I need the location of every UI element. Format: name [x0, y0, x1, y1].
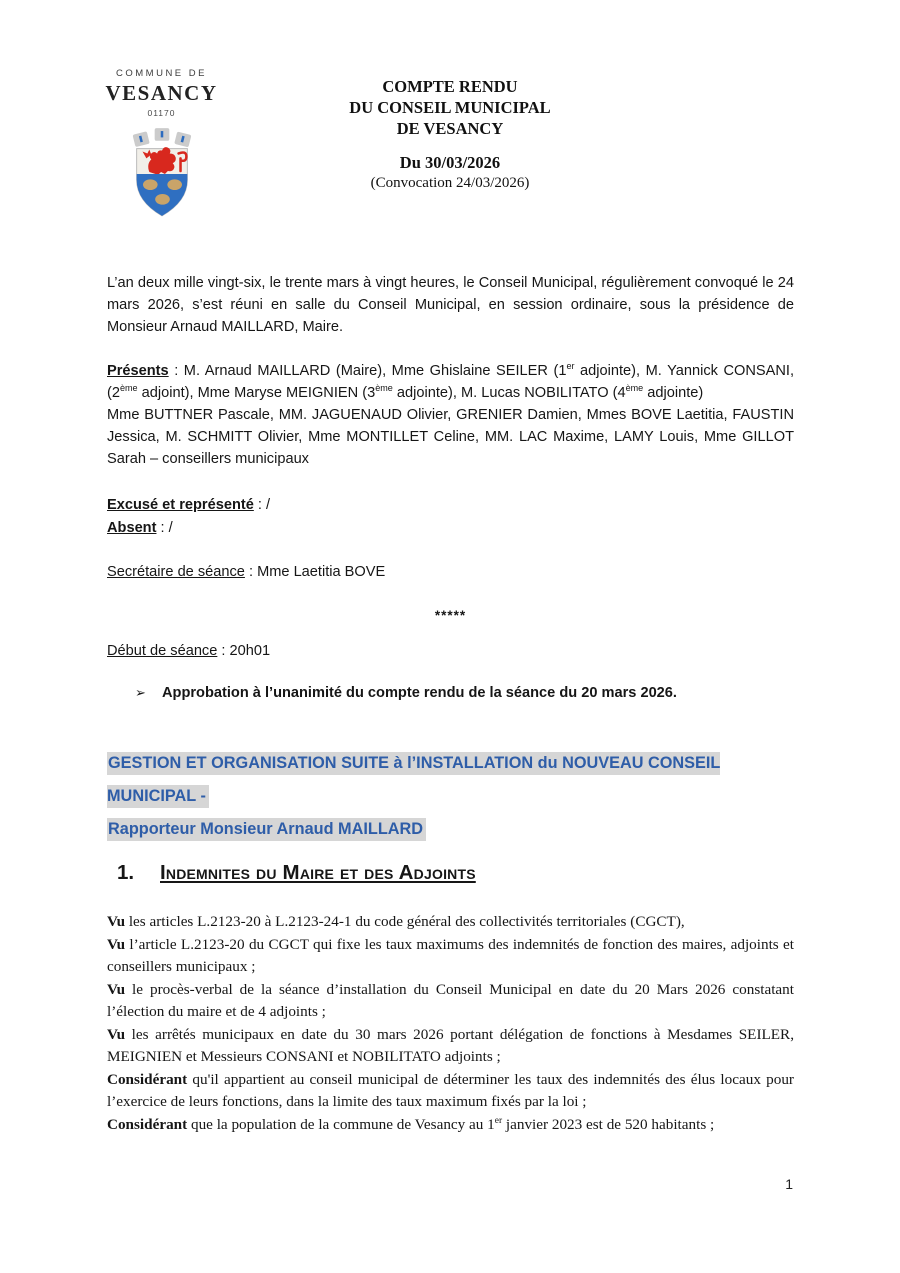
considerant-prefix: Considérant [107, 1115, 188, 1133]
ordinal-sup: er [566, 361, 575, 372]
presents-label: Présents [107, 363, 169, 379]
presents-part: adjoint), Mme Maryse MEIGNIEN (3 [137, 385, 376, 401]
considerant-text: janvier 2023 est de 520 habitants ; [502, 1115, 715, 1133]
secretary-label: Secrétaire de séance [107, 564, 245, 580]
section-1-heading [107, 861, 794, 885]
logo-commune-de-label: COMMUNE DE [116, 68, 207, 79]
considerant-paragraph [107, 1069, 794, 1114]
presents-part: M. Arnaud MAILLARD (Maire), Mme Ghislaine SEILER (1 [183, 363, 567, 379]
vu-text: le procès-verbal de la séance d’installation du Conseil Municipal en date du 20 Mars 2026 constatant l’élection du maire et de 4 adjoints ; [107, 980, 794, 1020]
considerant-text: qu'il appartient au conseil municipal de déterminer les taux des indemnités des élus locaux pour l’exercice de leurs fonctions, dans la limite des taux maximum fixés par la loi ; [107, 1070, 794, 1110]
excuse-absent-block [107, 494, 794, 540]
stars-separator: ***** [434, 608, 467, 623]
logo-vesancy-name: VESANCY [105, 81, 218, 105]
presents-adjoints-line [107, 360, 794, 404]
gestion-section-heading [107, 747, 794, 846]
logo-postal-code: 01170 [147, 108, 176, 118]
vu-prefix: Vu [107, 913, 126, 930]
gestion-heading-text-1: GESTION ET ORGANISATION SUITE à l’INSTALLATION du NOUVEAU CONSEIL MUNICIPAL - [107, 752, 720, 808]
presents-colon: : [168, 363, 184, 379]
excuse-line [107, 494, 794, 517]
ordinal-sup: er [494, 1115, 503, 1126]
coat-of-arms-icon [123, 122, 201, 222]
secretary-line [107, 561, 794, 583]
convocation-date: (Convocation 24/03/2026) [370, 175, 530, 191]
secretary-value: : Mme Laetitia BOVE [244, 564, 386, 580]
considerant-text: que la population de la commune de Vesancy au 1 [187, 1115, 495, 1133]
title-line-1: COMPTE RENDU [382, 77, 518, 96]
document-title-block [250, 76, 650, 192]
meeting-date: Du 30/03/2026 [399, 153, 501, 172]
gestion-heading-line-1 [107, 747, 794, 813]
vu-paragraph [107, 979, 794, 1024]
presents-part: adjointe) [643, 385, 704, 401]
gestion-heading-line-2 [107, 813, 794, 846]
ordinal-sup: ème [625, 383, 644, 394]
vu-text: les arrêtés municipaux en date du 30 mars 2026 portant délégation de fonctions à Mesdames SEILER, MEIGNIEN et Messieurs CONSANI et NOBILITATO adjoints ; [107, 1025, 794, 1065]
vu-paragraph [107, 911, 794, 934]
excuse-label: Excusé et représenté [107, 497, 254, 513]
vu-text: les articles L.2123-20 à L.2123-24-1 du code général des collectivités territoriales (CGCT), [125, 913, 685, 930]
document-body [107, 272, 794, 1136]
legal-considerations [107, 911, 794, 1136]
vu-prefix: Vu [107, 935, 126, 953]
excuse-value: : / [253, 497, 271, 513]
vu-prefix: Vu [107, 1025, 126, 1043]
approbation-text: Approbation à l’unanimité du compte rendu de la séance du 20 mars 2026. [162, 685, 677, 701]
presents-part: adjointe), M. Lucas NOBILITATO (4 [392, 385, 626, 401]
commune-logo [104, 68, 219, 227]
page-number: 1 [785, 1176, 793, 1192]
intro-paragraph [107, 272, 794, 338]
absent-label: Absent [107, 520, 157, 536]
considerant-prefix: Considérant [107, 1070, 188, 1088]
presents-part: adjointe), M. Yannick CONSANI, (2 [107, 363, 794, 401]
title-line-3: DE VESANCY [396, 119, 504, 138]
considerant-paragraph [107, 1114, 794, 1137]
gestion-heading-text-2: Rapporteur Monsieur Arnaud MAILLARD [107, 818, 426, 841]
ordinal-sup: ème [375, 383, 393, 394]
presents-conseillers-line: Mme BUTTNER Pascale, MM. JAGUENAUD Olivier, GRENIER Damien, Mmes BOVE Laetitia, FAUSTIN Jessica, M. SCHMITT Olivier, Mme MONTILLET Celine, MM. LAC Maxime, LAMY Louis, Mme GILLOT Sarah – conseillers municipaux [107, 407, 794, 467]
session-start-line [107, 640, 794, 662]
section-1-title: Indemnites du Maire et des Adjoints [160, 861, 476, 884]
title-line-2: DU CONSEIL MUNICIPAL [349, 98, 551, 117]
section-1-number: 1. [117, 861, 135, 884]
absent-value: : / [156, 520, 173, 536]
vu-text: l’article L.2123-20 du CGCT qui fixe les taux maximums des indemnités de fonction des maires, adjoints et conseillers municipaux ; [107, 935, 794, 975]
session-start-value: : 20h01 [217, 643, 271, 659]
arrow-bullet-icon: ➢ [135, 685, 146, 700]
approbation-item [107, 682, 794, 704]
session-start-label: Début de séance [107, 643, 218, 659]
vu-paragraph [107, 1024, 794, 1069]
intro-text: L’an deux mille vingt-six, le trente mars à vingt heures, le Conseil Municipal, régulièrement convoqué le 24 mars 2026, s’est réuni en salle du Conseil Municipal, en session ordinaire, sous la présidence de Monsieur Arnaud MAILLARD, Maire. [107, 275, 794, 335]
ordinal-sup: ème [119, 383, 138, 394]
vu-prefix: Vu [107, 980, 126, 998]
absent-line [107, 517, 794, 540]
presents-paragraph [107, 360, 794, 470]
vu-paragraph [107, 934, 794, 979]
